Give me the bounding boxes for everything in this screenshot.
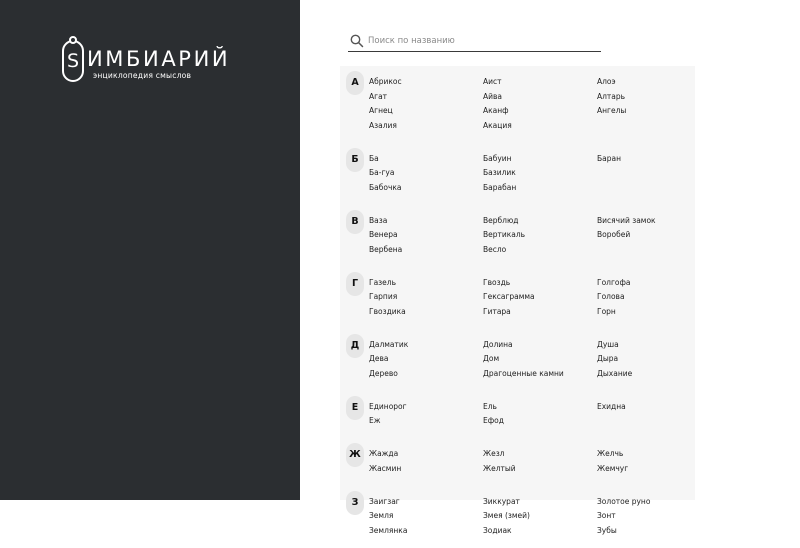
letter-group xyxy=(340,205,695,267)
symbol-link[interactable]: Агат xyxy=(369,91,388,101)
letter-badge: Ж xyxy=(346,443,364,467)
letter-badge: З xyxy=(346,491,364,515)
letter-badge: Е xyxy=(346,396,364,420)
symbol-link[interactable]: Алтарь xyxy=(597,91,626,101)
symbol-link[interactable]: Жемчуг xyxy=(597,463,629,473)
symbol-link[interactable]: Голова xyxy=(597,292,625,301)
symbol-link[interactable]: Дерево xyxy=(369,368,398,378)
letter-badge: Д xyxy=(346,334,364,358)
symbol-link[interactable]: Аист xyxy=(483,77,502,86)
symbol-link[interactable]: Агнец xyxy=(369,106,393,115)
search-bar xyxy=(348,32,601,52)
letter-group xyxy=(340,66,695,143)
symbol-link[interactable]: Жажда xyxy=(369,449,399,458)
symbol-link[interactable]: Дом xyxy=(483,354,500,363)
symbol-link[interactable]: Газель xyxy=(369,277,396,287)
symbol-link[interactable]: Гитара xyxy=(483,306,511,316)
symbol-link[interactable]: Горн xyxy=(597,306,616,316)
symbol-link[interactable]: Дыра xyxy=(597,354,619,363)
symbol-link[interactable]: Ель xyxy=(483,401,497,411)
logo-tagline: энциклопедия смыслов xyxy=(93,71,192,80)
symbol-link[interactable]: Жасмин xyxy=(369,463,402,473)
symbol-link[interactable]: Бабуин xyxy=(483,153,512,163)
symbol-link[interactable]: Заигзаг xyxy=(369,496,400,506)
symbol-link[interactable]: Воробей xyxy=(597,230,631,239)
symbol-link[interactable]: Аканф xyxy=(483,106,509,115)
letter-group xyxy=(340,391,695,439)
letter-group xyxy=(340,267,695,329)
letter-badge: Г xyxy=(346,272,364,296)
symbol-link[interactable]: Акация xyxy=(483,120,512,130)
symbol-link[interactable]: Гексаграмма xyxy=(483,292,535,301)
symbol-link[interactable]: Зиккурат xyxy=(483,496,520,506)
symbol-link[interactable]: Змея (змей) xyxy=(483,511,530,520)
symbol-link[interactable]: Бабочка xyxy=(369,182,402,192)
letter-group xyxy=(340,329,695,391)
symbol-link[interactable]: Жезл xyxy=(483,449,505,458)
symbol-link[interactable]: Голгофа xyxy=(597,277,631,287)
symbol-link[interactable]: Душа xyxy=(597,339,619,349)
symbol-link[interactable]: Базилик xyxy=(483,168,516,177)
letter-badge: В xyxy=(346,210,364,234)
symbol-link[interactable]: Азалия xyxy=(369,120,397,130)
symbol-link[interactable]: Зонт xyxy=(597,511,616,520)
symbol-link[interactable]: Ба-гуа xyxy=(369,168,395,177)
symbol-link[interactable]: Земля xyxy=(369,511,394,520)
symbol-link[interactable]: Золотое руно xyxy=(597,496,651,506)
symbol-link[interactable]: Гвоздика xyxy=(369,306,406,316)
symbol-link[interactable]: Весло xyxy=(483,244,507,254)
symbol-link[interactable]: Висячий замок xyxy=(597,215,656,225)
search-input[interactable] xyxy=(368,32,598,50)
logo-badge-letter: S xyxy=(66,50,80,72)
logo-dot xyxy=(69,36,77,44)
logo-wordmark: ИМБИАРИЙ xyxy=(87,47,231,71)
symbol-link[interactable]: Желчь xyxy=(597,449,624,458)
letter-group xyxy=(340,438,695,486)
symbol-link[interactable]: Зодиак xyxy=(483,525,512,535)
symbol-link[interactable]: Дева xyxy=(369,354,389,363)
symbol-link[interactable]: Алоэ xyxy=(597,77,616,86)
symbol-link[interactable]: Единорог xyxy=(369,401,407,411)
symbol-link[interactable]: Ангелы xyxy=(597,106,627,115)
symbol-link[interactable]: Ваза xyxy=(369,215,388,225)
symbol-link[interactable]: Драгоценные камни xyxy=(483,368,564,378)
symbol-link[interactable]: Вербена xyxy=(369,244,403,254)
sidebar xyxy=(0,0,300,500)
symbol-link[interactable]: Вертикаль xyxy=(483,230,526,239)
symbol-link[interactable]: Верблюд xyxy=(483,215,519,225)
symbol-link[interactable]: Дыхание xyxy=(597,368,633,378)
symbol-link[interactable]: Далматик xyxy=(369,339,409,349)
letter-group xyxy=(340,486,695,548)
symbol-link[interactable]: Землянка xyxy=(369,525,408,535)
alphabet-index xyxy=(340,66,695,535)
logo[interactable] xyxy=(62,36,262,86)
symbol-link[interactable]: Зубы xyxy=(597,525,617,535)
symbol-link[interactable]: Еж xyxy=(369,416,381,425)
symbol-link[interactable]: Гарпия xyxy=(369,292,398,301)
symbol-link[interactable]: Айва xyxy=(483,91,503,101)
symbol-link[interactable]: Ехидна xyxy=(597,401,626,411)
logo-badge-icon xyxy=(62,40,84,82)
symbol-link[interactable]: Венера xyxy=(369,230,398,239)
symbol-link[interactable]: Баран xyxy=(597,153,622,163)
search-icon[interactable] xyxy=(350,34,364,48)
symbol-link[interactable]: Абрикос xyxy=(369,77,402,86)
letter-badge: А xyxy=(346,71,364,95)
letter-badge: Б xyxy=(346,148,364,172)
symbol-link[interactable]: Желтый xyxy=(483,463,516,473)
letter-group xyxy=(340,143,695,205)
symbol-link[interactable]: Ба xyxy=(369,153,379,163)
symbol-link[interactable]: Гвоздь xyxy=(483,277,511,287)
symbol-link[interactable]: Ефод xyxy=(483,416,504,425)
symbol-link[interactable]: Барабан xyxy=(483,182,517,192)
symbol-link[interactable]: Долина xyxy=(483,339,513,349)
